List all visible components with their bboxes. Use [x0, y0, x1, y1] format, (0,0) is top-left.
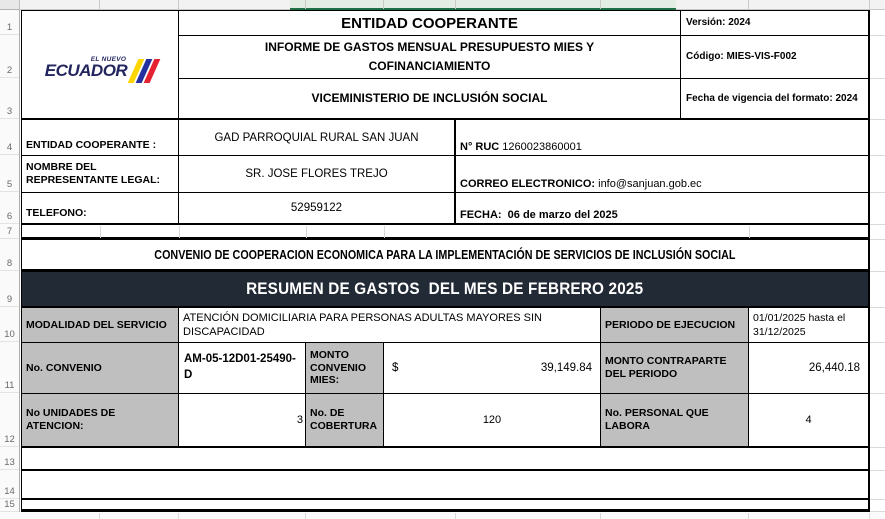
logo-brand: ECUADOR	[44, 60, 128, 80]
row-header-11[interactable]: 11	[0, 342, 19, 393]
cell-staff-value[interactable]	[749, 394, 870, 448]
select-all-corner[interactable]	[0, 0, 20, 10]
cell-counterpart-value[interactable]	[749, 343, 870, 394]
cell-representative-value[interactable]	[179, 156, 456, 193]
period-value: 01/01/2025 hasta el 31/12/2025	[753, 311, 846, 338]
cell-modality-value[interactable]	[179, 308, 601, 343]
selected-columns-highlight[interactable]	[290, 0, 676, 10]
row-header-3[interactable]: 3	[0, 78, 19, 119]
cell-units-value[interactable]	[179, 394, 306, 448]
date-value: 06 de marzo del 2025	[501, 209, 618, 221]
cell-entity-label[interactable]	[22, 120, 179, 156]
coverage-value: 120	[482, 414, 502, 426]
entity-label: ENTIDAD COOPERANTE :	[26, 139, 157, 152]
cell-counterpart-label[interactable]	[601, 343, 749, 394]
cell-version[interactable]	[681, 11, 870, 36]
agreement-no-label: No. CONVENIO	[26, 361, 102, 374]
row-header-gutter	[0, 10, 20, 512]
cell-period-value[interactable]	[749, 308, 870, 343]
row-header-9[interactable]: 9	[0, 271, 19, 307]
mies-amount-label: MONTO CONVENIO MIES:	[310, 349, 367, 387]
column-header-strip[interactable]	[0, 0, 885, 10]
form-table	[21, 10, 870, 512]
flag-stripes-icon	[128, 59, 161, 83]
row-header-7[interactable]: 7	[0, 224, 19, 239]
department-title: VICEMINISTERIO DE INCLUSIÓN SOCIAL	[311, 91, 548, 106]
form-title: ENTIDAD COOPERANTE	[341, 14, 518, 32]
row-header-15[interactable]: 15	[0, 499, 19, 512]
staff-value: 4	[805, 414, 812, 426]
form-subtitle: INFORME DE GASTOS MENSUAL PRESUPUESTO MIES Y COFINANCIAMIENTO	[264, 40, 595, 73]
cell-units-label[interactable]	[22, 394, 179, 448]
units-value: 3	[296, 414, 303, 426]
row-header-10[interactable]: 10	[0, 307, 19, 342]
cell-coverage-label[interactable]	[306, 394, 384, 448]
cell-entity-value[interactable]	[179, 120, 456, 156]
version-text: Versión: 2024	[686, 17, 751, 29]
cell-agreement-banner[interactable]	[22, 240, 870, 272]
cell-period-label[interactable]	[601, 308, 749, 343]
cell-spacer-row[interactable]	[22, 225, 870, 240]
logo-tagline: EL NUEVO	[90, 55, 127, 63]
bottom-partial-row[interactable]	[0, 512, 885, 519]
summary-banner-text: RESUMEN DE GASTOS DEL MES DE FEBRERO 2025	[246, 279, 644, 298]
cell-representative-label[interactable]	[22, 156, 179, 193]
cell-validity[interactable]	[681, 79, 870, 120]
cell-coverage-value[interactable]	[384, 394, 601, 448]
units-label: No UNIDADES DE ATENCION:	[26, 407, 116, 432]
cell-form-subtitle[interactable]	[179, 36, 681, 79]
cell-empty-row-13[interactable]	[22, 448, 870, 471]
row-header-6[interactable]: 6	[0, 192, 19, 224]
agreement-no-value: AM-05-12D01-25490-D	[184, 353, 296, 381]
row-header-5[interactable]: 5	[0, 155, 19, 192]
cell-form-title[interactable]	[179, 11, 681, 36]
currency-symbol: $	[392, 362, 399, 374]
cell-ruc[interactable]	[456, 120, 870, 156]
cell-summary-banner[interactable]	[22, 272, 870, 308]
cell-date[interactable]	[456, 193, 870, 225]
representative-label: NOMBRE DEL REPRESENTANTE LEGAL:	[26, 161, 160, 186]
cell-modality-label[interactable]	[22, 308, 179, 343]
date-label: FECHA:	[460, 209, 502, 221]
row-header-4[interactable]: 4	[0, 119, 19, 155]
cell-mies-amount-value[interactable]	[384, 343, 601, 394]
cell-mies-amount-label[interactable]	[306, 343, 384, 394]
row-header-2[interactable]: 2	[0, 35, 19, 78]
cell-department[interactable]	[179, 79, 681, 120]
period-label: PERIODO DE EJECUCION	[605, 318, 736, 331]
phone-value: 52959122	[290, 202, 343, 214]
coverage-label: No. DE COBERTURA	[310, 407, 378, 432]
counterpart-label: MONTO CONTRAPARTE DEL PERIODO	[605, 355, 727, 380]
ruc-value: 1260023860001	[499, 141, 582, 153]
ecuador-logo	[44, 55, 155, 83]
email-label: CORREO ELECTRONICO:	[460, 178, 596, 190]
representative-value: SR. JOSE FLORES TREJO	[245, 168, 388, 180]
staff-label: No. PERSONAL QUE LABORA	[605, 407, 709, 432]
cell-phone-label[interactable]	[22, 193, 179, 225]
code-text: Código: MIES-VIS-F002	[686, 51, 797, 63]
validity-text: Fecha de vigencia del formato: 2024	[686, 92, 858, 104]
row-header-8[interactable]: 8	[0, 239, 19, 271]
row-header-14[interactable]: 14	[0, 470, 19, 499]
cell-agreement-no-label[interactable]	[22, 343, 179, 394]
entity-value: GAD PARROQUIAL RURAL SAN JUAN	[214, 131, 419, 144]
cell-code[interactable]	[681, 36, 870, 79]
row-header-1[interactable]: 1	[0, 10, 19, 35]
modality-value: ATENCIÓN DOMICILIARIA PARA PERSONAS ADULTAS MAYORES SIN DISCAPACIDAD	[183, 311, 543, 338]
phone-label: TELEFONO:	[26, 207, 87, 220]
cell-phone-value[interactable]	[179, 193, 456, 225]
cell-agreement-no-value[interactable]	[179, 343, 306, 394]
email-value: info@sanjuan.gob.ec	[595, 178, 702, 190]
counterpart-value: 26,440.18	[808, 362, 860, 374]
modality-label: MODALIDAD DEL SERVICIO	[26, 318, 167, 331]
agreement-banner-text: CONVENIO DE COOPERACION ECONOMICA PARA LA IMPLEMENTACIÓN DE SERVICIOS DE INCLUSIÓN SOCIAL	[154, 247, 736, 262]
cell-staff-label[interactable]	[601, 394, 749, 448]
cell-email[interactable]	[456, 156, 870, 193]
mies-amount-value: 39,149.84	[540, 362, 592, 374]
cell-empty-row-15[interactable]	[22, 500, 870, 512]
row-header-13[interactable]: 13	[0, 447, 19, 470]
ruc-label: N° RUC	[460, 141, 500, 153]
cell-empty-row-14[interactable]	[22, 471, 870, 500]
row-header-12[interactable]: 12	[0, 393, 19, 447]
cell-logo[interactable]	[22, 11, 179, 120]
